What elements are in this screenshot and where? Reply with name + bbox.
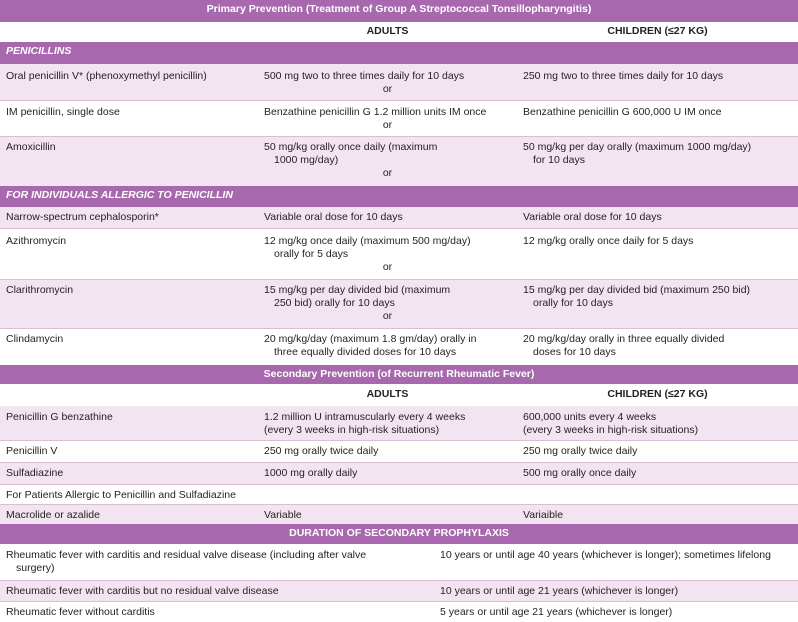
child-dose-cell: 50 mg/kg per day orally (maximum 1000 mg/day) for 10 days <box>517 136 798 186</box>
table-row <box>0 279 798 328</box>
condition-cell: Rheumatic fever without carditis <box>0 601 434 622</box>
duration-cell: 10 years or until age 21 years (whichever is longer) <box>434 580 798 601</box>
child-dose-cell: 250 mg orally twice daily <box>517 440 798 462</box>
table-row <box>0 504 798 524</box>
adult-dose-cell: 50 mg/kg orally once daily (maximum 1000 mg/day) or <box>258 136 517 186</box>
child-dose-cell: 12 mg/kg orally once daily for 5 days <box>517 228 798 279</box>
section-penicillins-row <box>0 42 798 64</box>
condition-cell: Rheumatic fever with carditis and residual valve disease (including after valve surgery) <box>0 544 434 580</box>
secondary-column-header-row <box>0 384 798 406</box>
secondary-band-title: Secondary Prevention (of Recurrent Rheumatic Fever) <box>0 365 798 384</box>
adult-dose-cell: 12 mg/kg once daily (maximum 500 mg/day) orally for 5 days or <box>258 228 517 279</box>
child-dose-cell: Variaible <box>517 504 798 524</box>
secondary-col-children: CHILDREN (≤27 KG) <box>517 384 798 406</box>
duration-cell: 5 years or until age 21 years (whichever is longer) <box>434 601 798 622</box>
adult-dose-cell: Variable oral dose for 10 days <box>258 207 517 228</box>
primary-band-title: Primary Prevention (Treatment of Group A Streptococcal Tonsillopharyngitis) <box>0 0 798 22</box>
drug-cell: Penicillin V <box>0 440 258 462</box>
duration-cell: 10 years or until age 40 years (whichever is longer); sometimes lifelong <box>434 544 798 580</box>
table-row <box>0 484 798 504</box>
adult-dose-cell: 250 mg orally twice daily <box>258 440 517 462</box>
drug-cell: Penicillin G benzathine <box>0 406 258 440</box>
drug-cell: Azithromycin <box>0 228 258 279</box>
child-dose-cell: 250 mg two to three times daily for 10 days <box>517 64 798 100</box>
table-row <box>0 64 798 100</box>
duration-table <box>0 524 798 622</box>
adult-dose-cell: Variable <box>258 504 517 524</box>
adult-dose-cell: 20 mg/kg/day (maximum 1.8 gm/day) orally in three equally divided doses for 10 days <box>258 328 517 365</box>
adult-dose-cell: 1000 mg orally daily <box>258 462 517 484</box>
table-row <box>0 228 798 279</box>
table-row <box>0 136 798 186</box>
primary-col-children: CHILDREN (≤27 KG) <box>517 22 798 42</box>
condition-cell: Rheumatic fever with carditis but no residual valve disease <box>0 580 434 601</box>
section-allergic: FOR INDIVIDUALS ALLERGIC TO PENICILLIN <box>0 186 798 207</box>
child-dose-cell: 500 mg orally once daily <box>517 462 798 484</box>
duration-band-row <box>0 524 798 544</box>
table-row <box>0 328 798 365</box>
table-row <box>0 406 798 440</box>
section-allergic-row <box>0 186 798 207</box>
primary-band-row <box>0 0 798 22</box>
table-row <box>0 601 798 622</box>
secondary-col-adults: ADULTS <box>258 384 517 406</box>
child-dose-cell: Benzathine penicillin G 600,000 U IM once <box>517 100 798 136</box>
child-dose-cell: 15 mg/kg per day divided bid (maximum 250 bid) orally for 10 days <box>517 279 798 328</box>
child-dose-cell: 600,000 units every 4 weeks (every 3 weeks in high-risk situations) <box>517 406 798 440</box>
duration-band-title: DURATION OF SECONDARY PROPHYLAXIS <box>0 524 798 544</box>
drug-cell: Sulfadiazine <box>0 462 258 484</box>
adult-dose-cell: 500 mg two to three times daily for 10 days or <box>258 64 517 100</box>
table-row <box>0 440 798 462</box>
table-row <box>0 544 798 580</box>
table-row <box>0 462 798 484</box>
drug-cell: Narrow-spectrum cephalosporin* <box>0 207 258 228</box>
child-dose-cell: Variable oral dose for 10 days <box>517 207 798 228</box>
table-row <box>0 207 798 228</box>
secondary-band-row <box>0 365 798 384</box>
allergic-note-cell: For Patients Allergic to Penicillin and Sulfadiazine <box>0 484 798 504</box>
section-penicillins: PENICILLINS <box>0 42 798 64</box>
primary-column-header-row <box>0 22 798 42</box>
drug-cell: Clindamycin <box>0 328 258 365</box>
adult-dose-cell: 15 mg/kg per day divided bid (maximum 250 bid) orally for 10 days or <box>258 279 517 328</box>
adult-dose-cell: 1.2 million U intramuscularly every 4 weeks (every 3 weeks in high-risk situations) <box>258 406 517 440</box>
drug-cell: Amoxicillin <box>0 136 258 186</box>
drug-cell: Macrolide or azalide <box>0 504 258 524</box>
table-row <box>0 580 798 601</box>
primary-col-adults: ADULTS <box>258 22 517 42</box>
drug-cell: Clarithromycin <box>0 279 258 328</box>
adult-dose-cell: Benzathine penicillin G 1.2 million units IM once or <box>258 100 517 136</box>
child-dose-cell: 20 mg/kg/day orally in three equally divided doses for 10 days <box>517 328 798 365</box>
drug-cell: Oral penicillin V* (phenoxymethyl penicillin) <box>0 64 258 100</box>
table-row <box>0 100 798 136</box>
drug-cell: IM penicillin, single dose <box>0 100 258 136</box>
